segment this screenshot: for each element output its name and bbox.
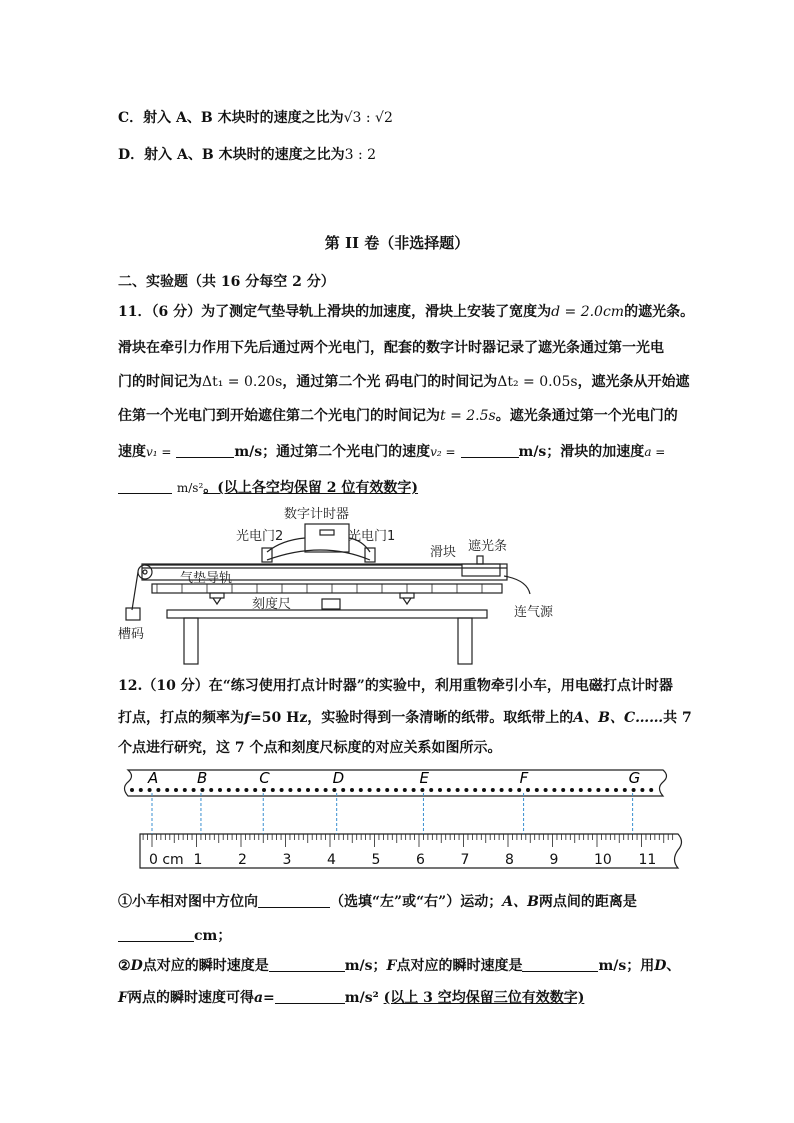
tape-point-label: A — [148, 769, 159, 787]
tape-dot — [552, 788, 556, 792]
q12-sub1-tail: 两点间的距离是 — [538, 894, 637, 910]
q12-f2: F — [118, 990, 128, 1006]
label-rail: 气垫导轨 — [180, 571, 233, 586]
ruler-ticks — [143, 834, 673, 847]
q11-l5-mid: m/s；通过第二个光电门的速度 — [234, 444, 431, 460]
tape-dot — [139, 788, 143, 792]
tape-dot — [341, 788, 345, 792]
tape-dot — [227, 788, 231, 792]
tape-dot — [429, 788, 433, 792]
tape-point-label: B — [196, 769, 208, 787]
tape-dot — [394, 788, 398, 792]
q12-sub2-mid: 点对应的瞬时速度是 — [396, 958, 523, 974]
tape-dot — [570, 788, 574, 792]
q11-v1: v₁ = — [146, 445, 172, 459]
air-hose — [504, 576, 530, 594]
ruler-label: 2 — [238, 852, 247, 868]
tape-dot — [403, 788, 407, 792]
q11-l5-text: 速度 — [118, 444, 146, 460]
label-ruler: 刻度尺 — [252, 597, 292, 612]
table-top — [167, 610, 487, 618]
tape-dot — [464, 788, 468, 792]
tape-dot — [526, 788, 530, 792]
q12-sub2-text: 点对应的瞬时速度是 — [142, 958, 269, 974]
tape-dot — [200, 788, 204, 792]
q11-line3 — [118, 372, 690, 392]
tape-dot — [561, 788, 565, 792]
tape-dot — [385, 788, 389, 792]
tape-dot — [324, 788, 328, 792]
tape-dot — [192, 788, 196, 792]
q12-f-point: F — [386, 958, 397, 974]
tape-dot — [165, 788, 169, 792]
tape-dot — [288, 788, 292, 792]
ruler-label: 5 — [371, 852, 381, 868]
q12-sub2-unit: m/s； — [344, 958, 387, 974]
tape-dot — [491, 788, 495, 792]
blank-direction[interactable] — [258, 893, 330, 908]
q11-l3-mid: ，通过第二个光 码电门的时间记为 — [282, 374, 498, 390]
q12-sub3 — [118, 988, 584, 1008]
tape-dot — [332, 788, 336, 792]
blank-accel[interactable] — [275, 989, 345, 1004]
ruler-label: 3 — [282, 852, 292, 868]
blank-ab-distance[interactable] — [118, 927, 194, 942]
tape-dot — [473, 788, 477, 792]
ruler-label: 7 — [460, 852, 470, 868]
tape-dot — [368, 788, 372, 792]
q12-line2 — [118, 708, 692, 728]
tape-dot — [156, 788, 160, 792]
q11-line5 — [118, 442, 665, 462]
blank-v1[interactable] — [176, 443, 234, 458]
tape-dot — [244, 788, 248, 792]
q11-dt1: Δt₁ = 0.20s — [202, 374, 283, 390]
q12-line3: 个点进行研究，这 7 个点和刻度尺标度的对应关系如图所示。 — [118, 740, 502, 756]
tape-dot — [218, 788, 222, 792]
option-c-label: C．射入 A、B 木块时的速度之比为 — [118, 110, 344, 126]
option-d-label: D．射入 A、B 木块时的速度之比为 — [118, 147, 345, 163]
ruler-label: 10 — [594, 852, 612, 868]
label-gate2: 光电门2 — [236, 529, 284, 544]
ruler-label: 4 — [327, 852, 336, 868]
tape-dot — [253, 788, 257, 792]
q12-l2-text: 打点，打点的频率为 — [118, 710, 244, 726]
q11-width-value: d = 2.0cm — [551, 304, 625, 320]
tape-dot — [508, 788, 512, 792]
section2-header: 二、实验题（共 16 分每空 2 分） — [118, 274, 335, 290]
slider-block — [462, 564, 500, 576]
tape-dot — [605, 788, 609, 792]
blank-v2[interactable] — [461, 443, 519, 458]
blank-a[interactable] — [118, 479, 172, 494]
tape-dot — [614, 788, 618, 792]
tape-points — [147, 769, 640, 834]
q12-points: A、B、C…… — [573, 710, 664, 726]
q11-v2: v₂ = — [430, 445, 456, 459]
tape-point-label: F — [519, 769, 529, 787]
tape-point-label: G — [628, 769, 641, 787]
q11-line4 — [118, 406, 678, 426]
tape-dot — [306, 788, 310, 792]
q12-f: f — [244, 710, 251, 726]
q12-sub3-text: 两点的瞬时速度可得 — [127, 990, 254, 1006]
tape-dot — [517, 788, 521, 792]
q12-l2-tail: 共 7 — [663, 710, 692, 726]
tape-dot — [262, 788, 266, 792]
blank-vd[interactable] — [269, 957, 345, 972]
q11-l5-tail: m/s；滑块的加速度 — [518, 444, 645, 460]
tape-dots — [130, 788, 653, 792]
table-leg-left — [184, 618, 198, 664]
ruler-label: 8 — [505, 852, 514, 868]
q12-sub2-tail: m/s；用 — [598, 958, 655, 974]
table-leg-right — [458, 618, 472, 664]
label-air-source: 连气源 — [514, 605, 554, 620]
tape-dot — [500, 788, 504, 792]
tape-dot — [588, 788, 592, 792]
tape-dot — [632, 788, 636, 792]
section-title: 第 II 卷（非选择题） — [324, 234, 470, 252]
q11-l4-text: 住第一个光电门到开始遮住第二个光电门的时间记为 — [118, 408, 440, 424]
tape-dot — [412, 788, 416, 792]
tape-point-label: C — [259, 769, 270, 787]
tape-dot — [579, 788, 583, 792]
q12-sub2 — [118, 956, 680, 976]
ruler-label: 0 cm — [149, 852, 184, 868]
tape-dot — [315, 788, 319, 792]
tape-dot — [183, 788, 187, 792]
q12-d2: D — [654, 958, 667, 974]
q11-l4-tail: 。遮光条通过第一个光电门的 — [495, 408, 678, 424]
q12-eq: = — [263, 990, 275, 1006]
q12-sub1 — [118, 892, 637, 912]
ruler-label: 9 — [549, 852, 559, 868]
tape-dot — [174, 788, 178, 792]
q11-note: 。(以上各空均保留 2 位有效数字) — [203, 480, 419, 496]
q11-l1-tail: 的遮光条。 — [624, 304, 695, 320]
q12-unit: m/s² — [344, 990, 379, 1006]
tape-dot — [297, 788, 301, 792]
q11-unit: m/s² — [176, 481, 204, 495]
shading-strip — [477, 556, 483, 564]
q12-sub1-mid: （选填“左”或“右”）运动； — [330, 894, 503, 910]
tape-figure — [118, 768, 688, 883]
q12-a: a — [253, 990, 264, 1006]
tape-dot — [359, 788, 363, 792]
tape-dot — [456, 788, 460, 792]
label-strip: 遮光条 — [468, 539, 508, 554]
weight-block — [126, 608, 140, 620]
string — [132, 572, 138, 610]
tape-dot — [271, 788, 275, 792]
timer-display — [320, 530, 334, 535]
tape-point-label: E — [419, 769, 429, 787]
tape-dot — [640, 788, 644, 792]
tape-dot — [350, 788, 354, 792]
option-c-math: √3 : √2 — [343, 110, 393, 126]
tape-dot — [535, 788, 539, 792]
q12-sub2-num: ② — [118, 958, 131, 974]
q11-t: t = 2.5s — [440, 408, 496, 424]
tape-dot — [420, 788, 424, 792]
q11-line2: 滑块在牵引力作用下先后通过两个光电门，配套的数字计时器记录了遮光条通过第一光电 — [118, 340, 664, 356]
q11-line6 — [118, 478, 418, 498]
tape-dot — [209, 788, 213, 792]
q11-l3-tail: ，遮光条从开始遮 — [577, 374, 690, 390]
option-c — [118, 108, 393, 128]
q12-d: D — [130, 958, 143, 974]
q11-l1-text: 11．（6 分）为了测定气垫导轨上滑块的加速度，滑块上安装了宽度为 — [118, 304, 552, 320]
label-slider: 滑块 — [430, 545, 457, 560]
q11-l3-text: 门的时间记为 — [118, 374, 202, 390]
ruler-label: 11 — [638, 852, 657, 868]
label-weight: 槽码 — [118, 627, 145, 642]
q12-line1: 12.（10 分）在“练习使用打点计时器”的实验中，利用重物牵引小车，用电磁打点计时器 — [118, 678, 673, 694]
tape-dot — [482, 788, 486, 792]
q11-a: a = — [644, 445, 666, 459]
pulley — [138, 565, 152, 579]
ruler-label: 6 — [416, 852, 425, 868]
ruler-label: 1 — [193, 852, 203, 868]
q12-ab: A、B — [502, 894, 539, 910]
blank-vf[interactable] — [522, 957, 598, 972]
label-timer: 数字计时器 — [284, 507, 350, 522]
air-track-figure — [112, 500, 712, 668]
q12-comma: 、 — [666, 958, 681, 974]
tape-dot — [544, 788, 548, 792]
tape-dot — [280, 788, 284, 792]
tape-dot — [649, 788, 653, 792]
option-d-math: 3 : 2 — [344, 147, 377, 163]
tape-dot — [130, 788, 134, 792]
label-gate1: 光电门1 — [348, 529, 396, 544]
tape-dot — [438, 788, 442, 792]
tape-dot — [148, 788, 152, 792]
tape-dot — [376, 788, 380, 792]
q12-note: (以上 3 空均保留三位有效数字) — [383, 990, 585, 1006]
timer-box — [305, 524, 349, 552]
q11-line1 — [118, 302, 694, 322]
q12-sub1b — [118, 926, 231, 946]
tape-dot — [596, 788, 600, 792]
option-d — [118, 145, 376, 165]
q12-sub1-text: ①小车相对图中方位向 — [118, 894, 258, 910]
q11-dt2: Δt₂ = 0.05s — [497, 374, 578, 390]
ruler-labels — [149, 852, 656, 868]
q12-cm: cm； — [194, 928, 232, 944]
tape-dot — [236, 788, 240, 792]
tape-dot — [623, 788, 627, 792]
q12-l2-mid: =50 Hz，实验时得到一条清晰的纸带。取纸带上的 — [250, 710, 574, 726]
tape-point-label: D — [332, 769, 345, 787]
tape-dot — [447, 788, 451, 792]
